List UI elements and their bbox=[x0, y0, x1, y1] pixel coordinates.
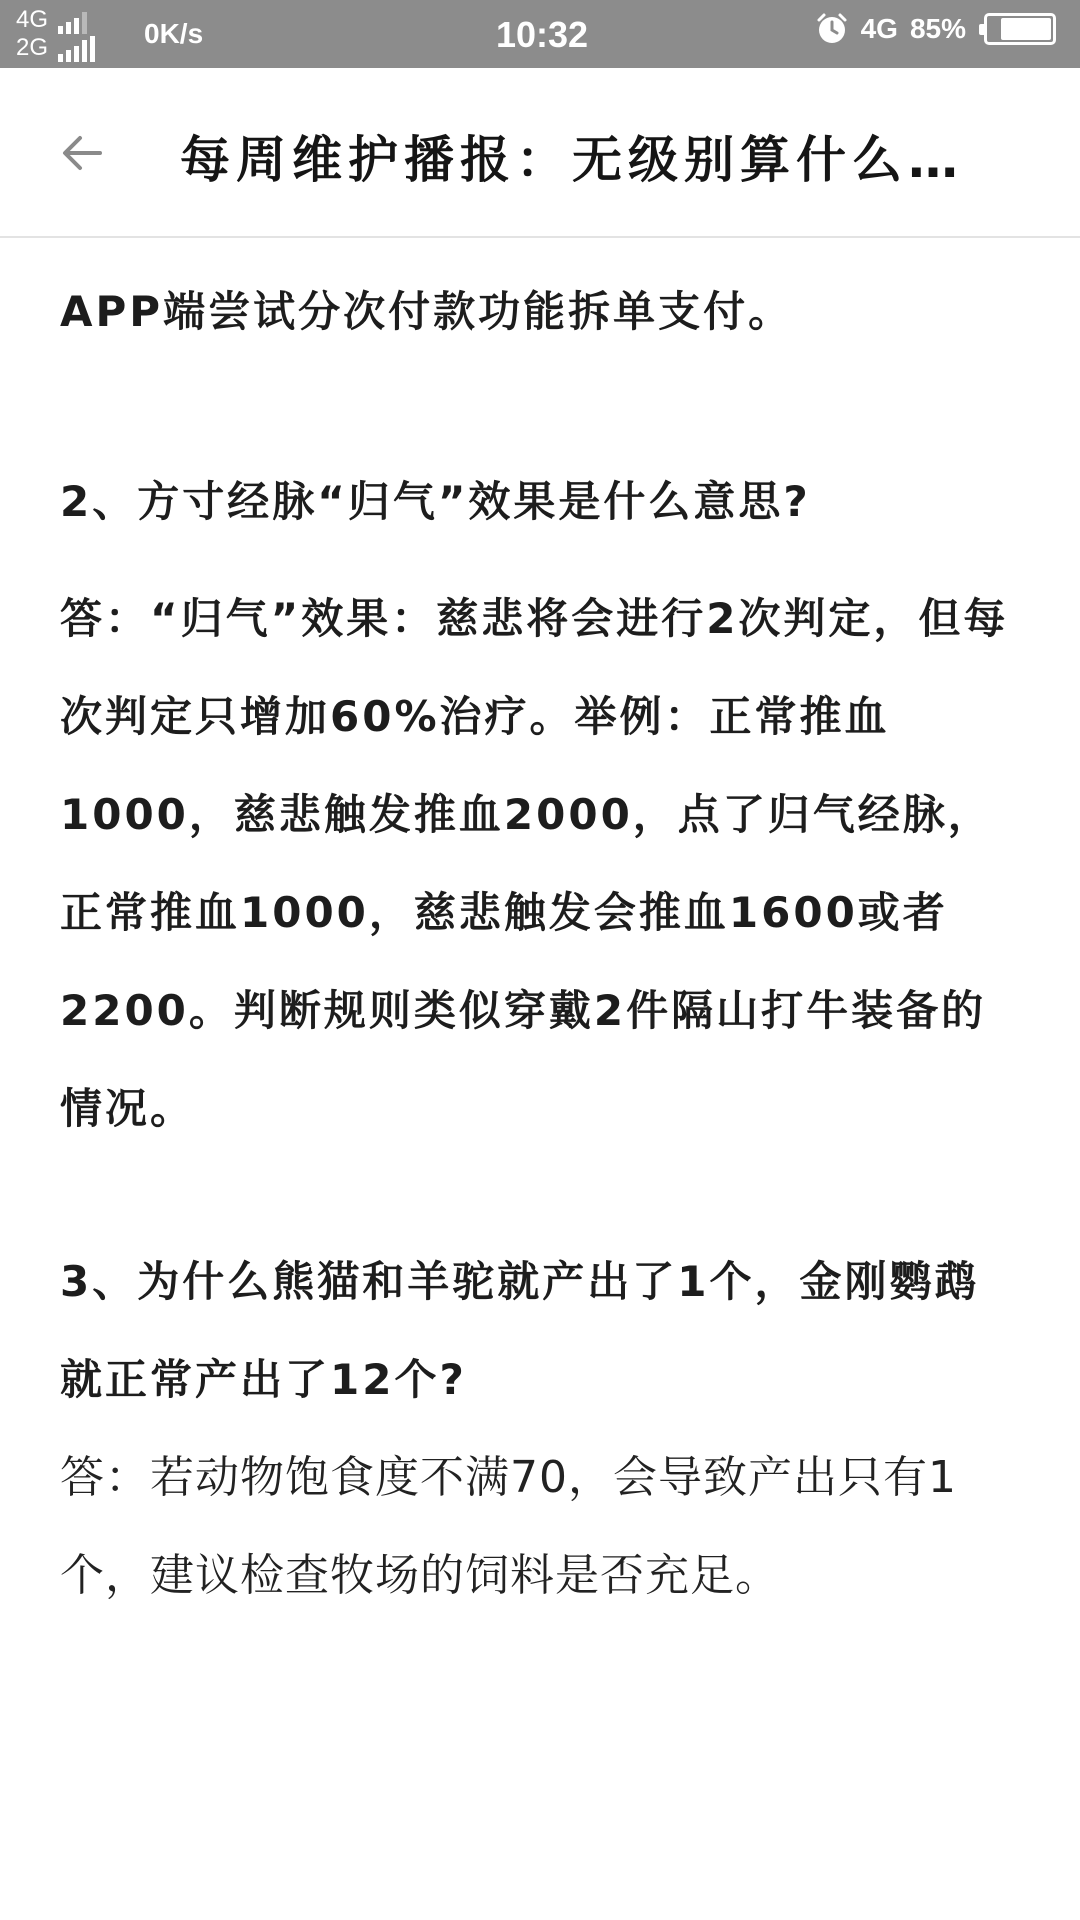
network-type-right: 4G bbox=[860, 13, 898, 44]
network-speed: 0K/s bbox=[144, 18, 204, 49]
alarm-icon bbox=[815, 12, 849, 46]
status-right bbox=[815, 12, 1056, 46]
back-button[interactable] bbox=[52, 123, 112, 183]
clock: 10:32 bbox=[496, 14, 589, 55]
back-arrow-icon bbox=[60, 131, 104, 175]
answer-2: 答：“归气”效果：慈悲将会进行2次判定，但每次判定只增加60%治疗。举例：正常推血1000，慈悲触发推血2000，点了归气经脉，正常推血1000，慈悲触发会推血1600或者2200。判断规则类似穿戴2件隔山打牛装备的情况。 bbox=[60, 594, 1009, 1133]
network-type-top: 4G bbox=[16, 6, 49, 33]
signal-icon bbox=[58, 12, 87, 34]
status-bar bbox=[0, 0, 1080, 68]
title-bar bbox=[0, 68, 1080, 238]
answer-3: 答：若动物饱食度不满70，会导致产出只有1个，建议检查牧场的饲料是否充足。 bbox=[60, 1452, 957, 1601]
network-indicator bbox=[16, 6, 95, 62]
battery-icon bbox=[984, 13, 1056, 45]
article-intro: APP端尝试分次付款功能拆单支付。 bbox=[60, 287, 794, 336]
network-type-bottom: 2G bbox=[16, 34, 49, 61]
question-3: 3、为什么熊猫和羊驼就产出了1个，金刚鹦鹉就正常产出了12个? bbox=[60, 1257, 980, 1404]
battery-level bbox=[1001, 18, 1051, 40]
signal-icon bbox=[58, 40, 95, 62]
battery-percent: 85% bbox=[909, 13, 966, 44]
question-2: 2、方寸经脉“归气”效果是什么意思? bbox=[60, 477, 811, 526]
article-body bbox=[60, 238, 1020, 1625]
page-title: 每周维护播报：无级别算什么… bbox=[180, 131, 964, 189]
